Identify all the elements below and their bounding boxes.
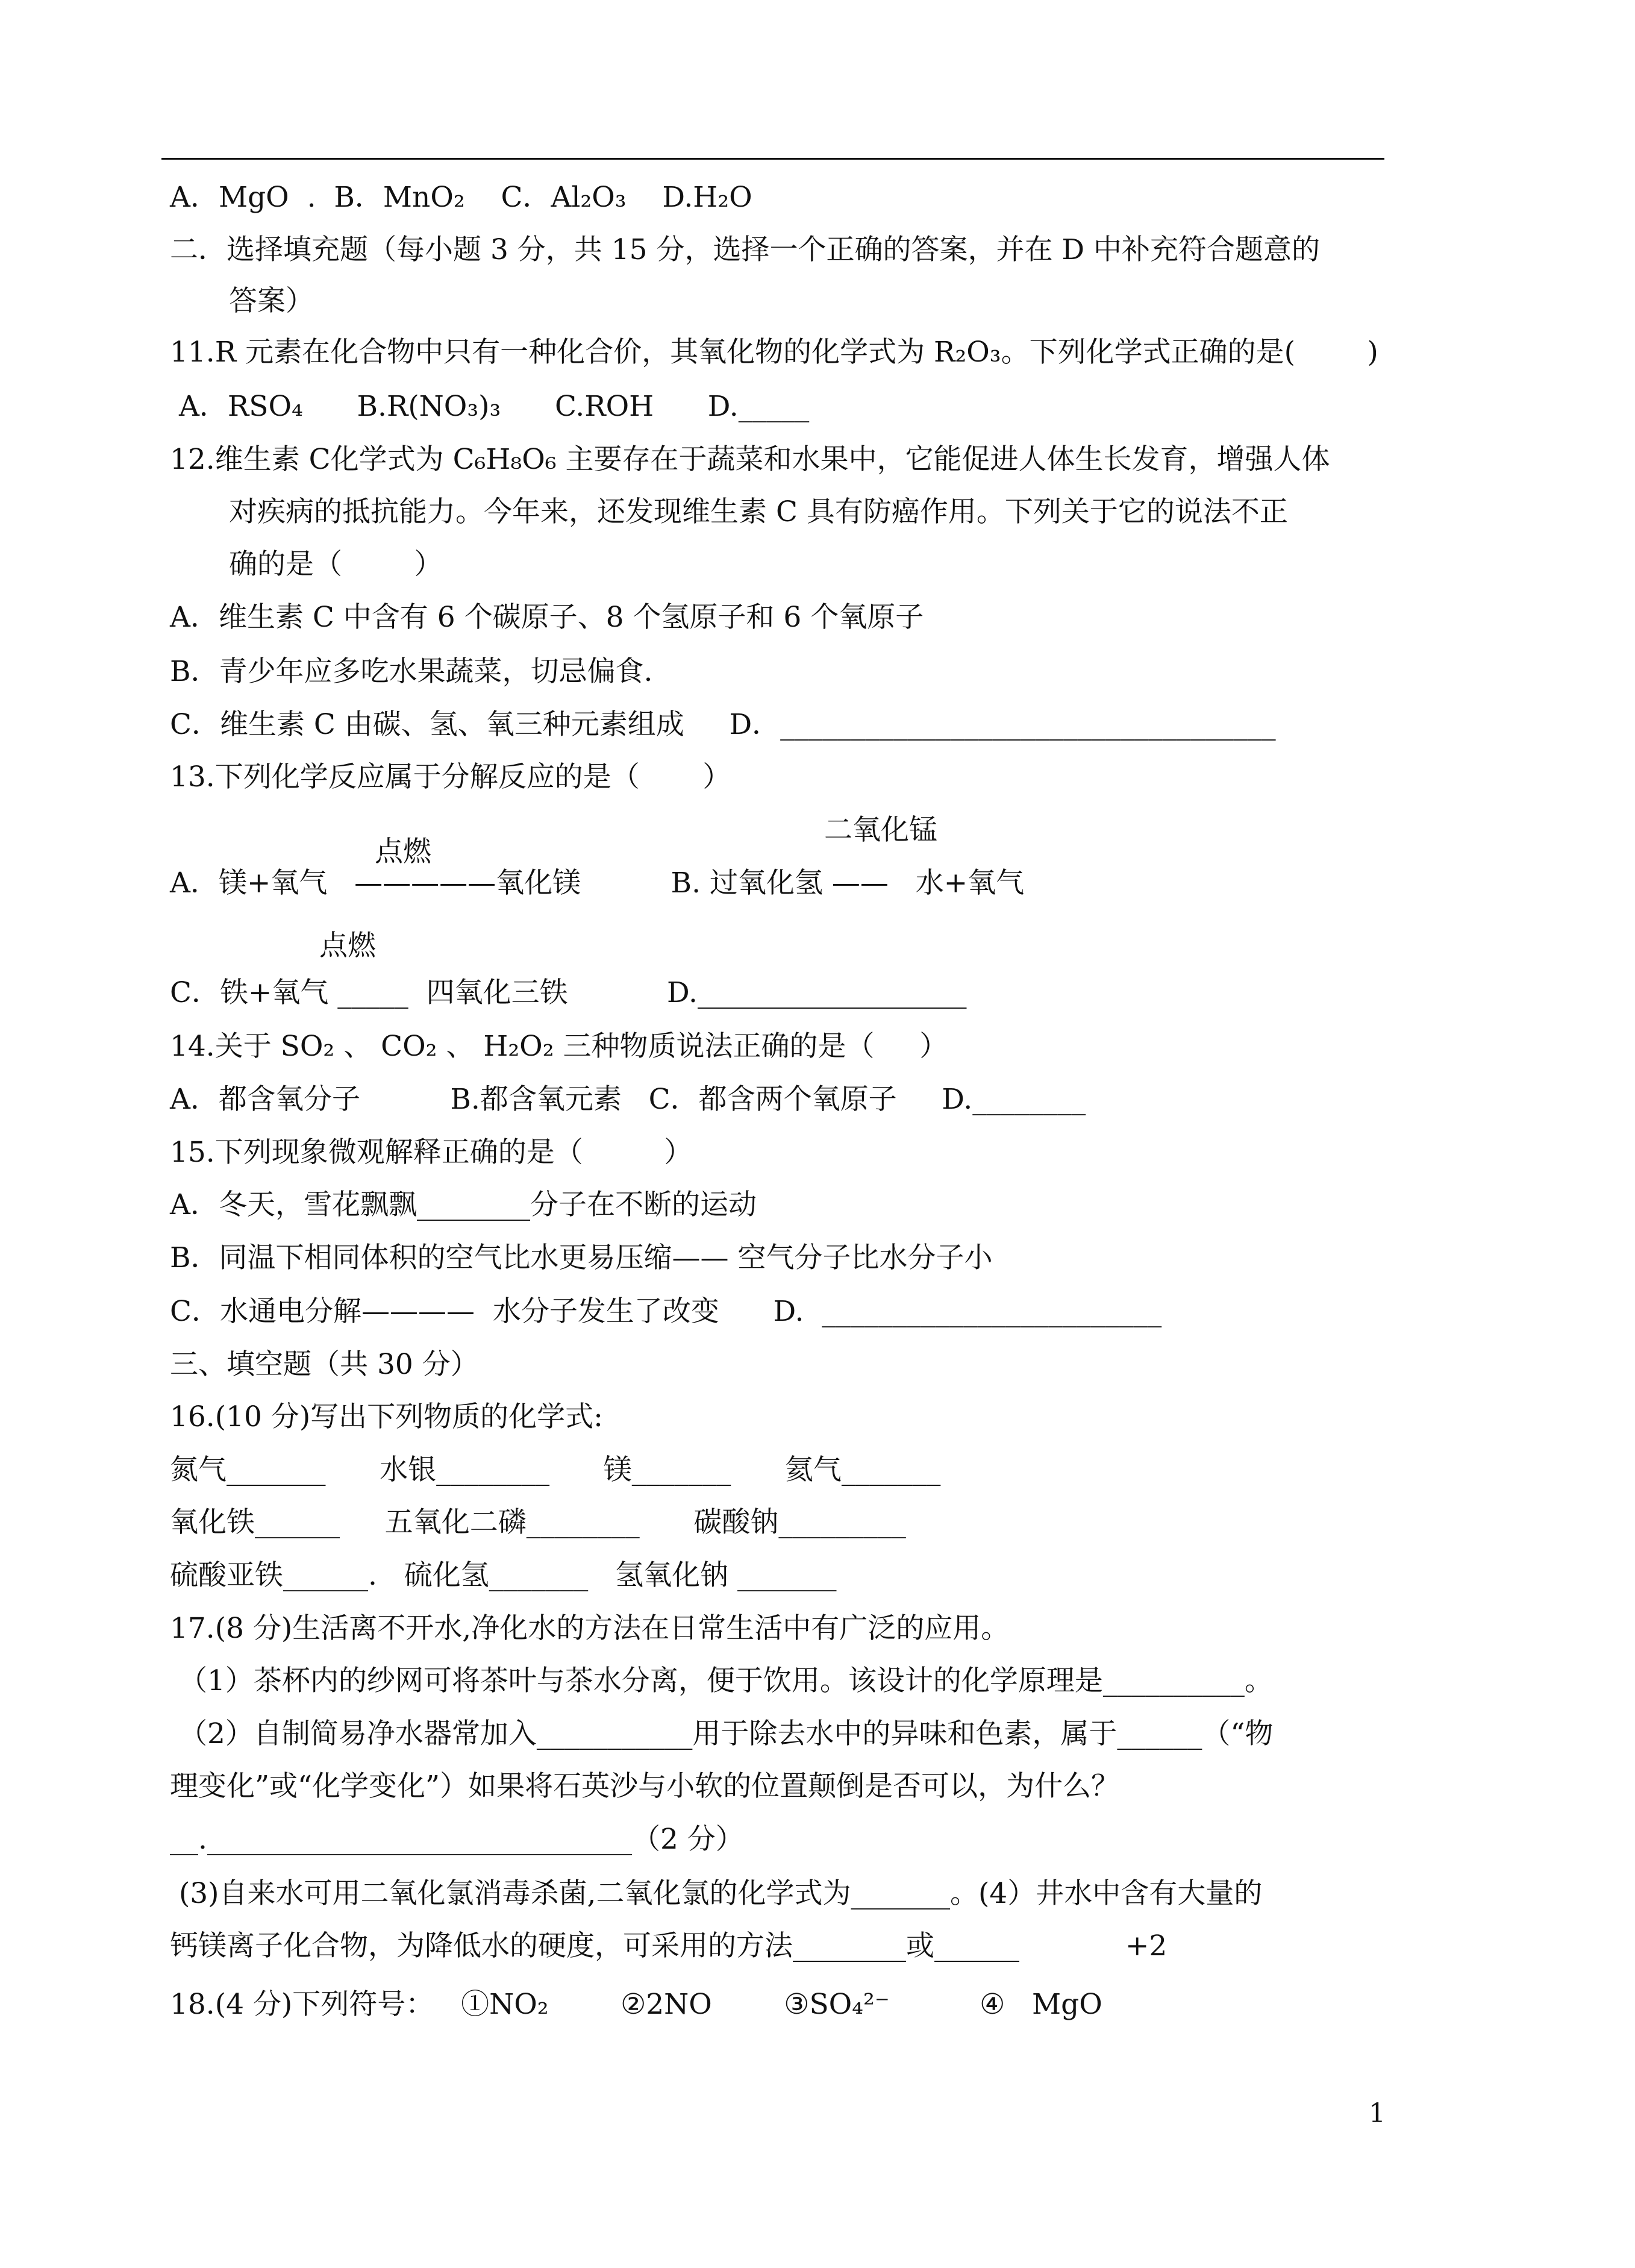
- header-rule: [161, 158, 1384, 160]
- section-heading: 三、填空题（共 30 分）: [170, 1348, 479, 1381]
- annotation-ignite: 点燃: [375, 835, 431, 868]
- text-line: 氧化铁______ 五氧化二磷________ 碳酸钠_________: [170, 1506, 906, 1539]
- question-18: 18.(4 分)下列符号： ①NO₂ ②2NO ③SO₄²⁻ ④ MgO: [170, 1988, 1102, 2021]
- text-line: A．维生素 C 中含有 6 个碳原子、8 个氢原子和 6 个氧原子: [170, 601, 924, 634]
- text-line: 硫酸亚铁______. 硫化氢_______ 氢氧化钠 _______: [170, 1559, 837, 1592]
- text-line: 确的是（ ）: [229, 548, 443, 581]
- text-line: 理变化”或“化学变化”）如果将石英沙与小软的位置颠倒是否可以，为什么？: [170, 1770, 1120, 1803]
- text-line: 对疾病的抵抗能力。今年来，还发现维生素 C 具有防癌作用。下列关于它的说法不正: [229, 495, 1288, 528]
- text-line: A．都含氧分子 B.都含氧元素 C．都含两个氧原子 D.________: [170, 1083, 1086, 1116]
- question-15: 15.下列现象微观解释正确的是（ ）: [170, 1136, 693, 1169]
- text-line: 氮气_______ 水银________ 镁_______ 氦气_______: [170, 1453, 941, 1486]
- text-line: （1）茶杯内的纱网可将茶叶与茶水分离，便于饮用。该设计的化学原理是__________。: [170, 1664, 1273, 1697]
- text-line: A．冬天，雪花飘飘________分子在不断的运动: [170, 1188, 757, 1221]
- text-line: 答案）: [229, 284, 314, 318]
- text-line: A．MgO . B．MnO₂ C．Al₂O₃ D.H₂O: [170, 181, 752, 214]
- question-11: 11.R 元素在化合物中只有一种化合价，其氧化物的化学式为 R₂O₃。下列化学式正确的是( ): [170, 336, 1378, 369]
- question-12: 12.维生素 C化学式为 C₆H₈O₆ 主要存在于蔬菜和水果中，它能促进人体生长发育，增强人体: [170, 443, 1330, 476]
- annotation-catalyst: 二氧化锰: [824, 813, 937, 847]
- text-line: 钙镁离子化合物，为降低水的硬度，可采用的方法________或______: [170, 1929, 1019, 1963]
- text-line: C．维生素 C 由碳、氢、氧三种元素组成 D．___________________________________: [170, 708, 1276, 741]
- text-line: A．镁+氧气 —————氧化镁 B. 过氧化氢 —— 水+氧气: [170, 866, 1025, 900]
- text-line: B．青少年应多吃水果蔬菜，切忌偏食.: [170, 655, 653, 688]
- text-line: A．RSO₄ B.R(NO₃)₃ C.ROH D._____: [170, 390, 810, 423]
- text-line: C．铁+氧气 _____ 四氧化三铁 D.___________________: [170, 976, 967, 1009]
- page-number: 1: [1369, 2098, 1386, 2129]
- question-17: 17.(8 分)生活离不开水,净化水的方法在日常生活中有广泛的应用。: [170, 1612, 1010, 1645]
- text-line: (3)自来水可用二氧化氯消毒杀菌,二氧化氯的化学式为_______。(4）井水中含有大量的: [170, 1877, 1263, 1910]
- annotation-ignite: 点燃: [319, 929, 376, 962]
- question-14: 14.关于 SO₂ 、 CO₂ 、 H₂O₂ 三种物质说法正确的是（ ）: [170, 1030, 948, 1063]
- question-16: 16.(10 分)写出下列物质的化学式:: [170, 1400, 603, 1433]
- question-13: 13.下列化学反应属于分解反应的是（ ）: [170, 760, 731, 794]
- section-heading: 二．选择填充题（每小题 3 分，共 15 分，选择一个正确的答案，并在 D 中补充符合题意的: [170, 233, 1321, 266]
- text-line: B．同温下相同体积的空气比水更易压缩—— 空气分子比水分子小: [170, 1241, 993, 1274]
- text-line: C．水通电分解———— 水分子发生了改变 D. ________________________: [170, 1295, 1162, 1328]
- annotation-valence: +2: [1125, 1929, 1168, 1963]
- text-line: （2）自制简易净水器常加入___________用于除去水中的异味和色素，属于______（“物: [170, 1717, 1274, 1750]
- text-line: __.______________________________（2 分）: [170, 1823, 744, 1856]
